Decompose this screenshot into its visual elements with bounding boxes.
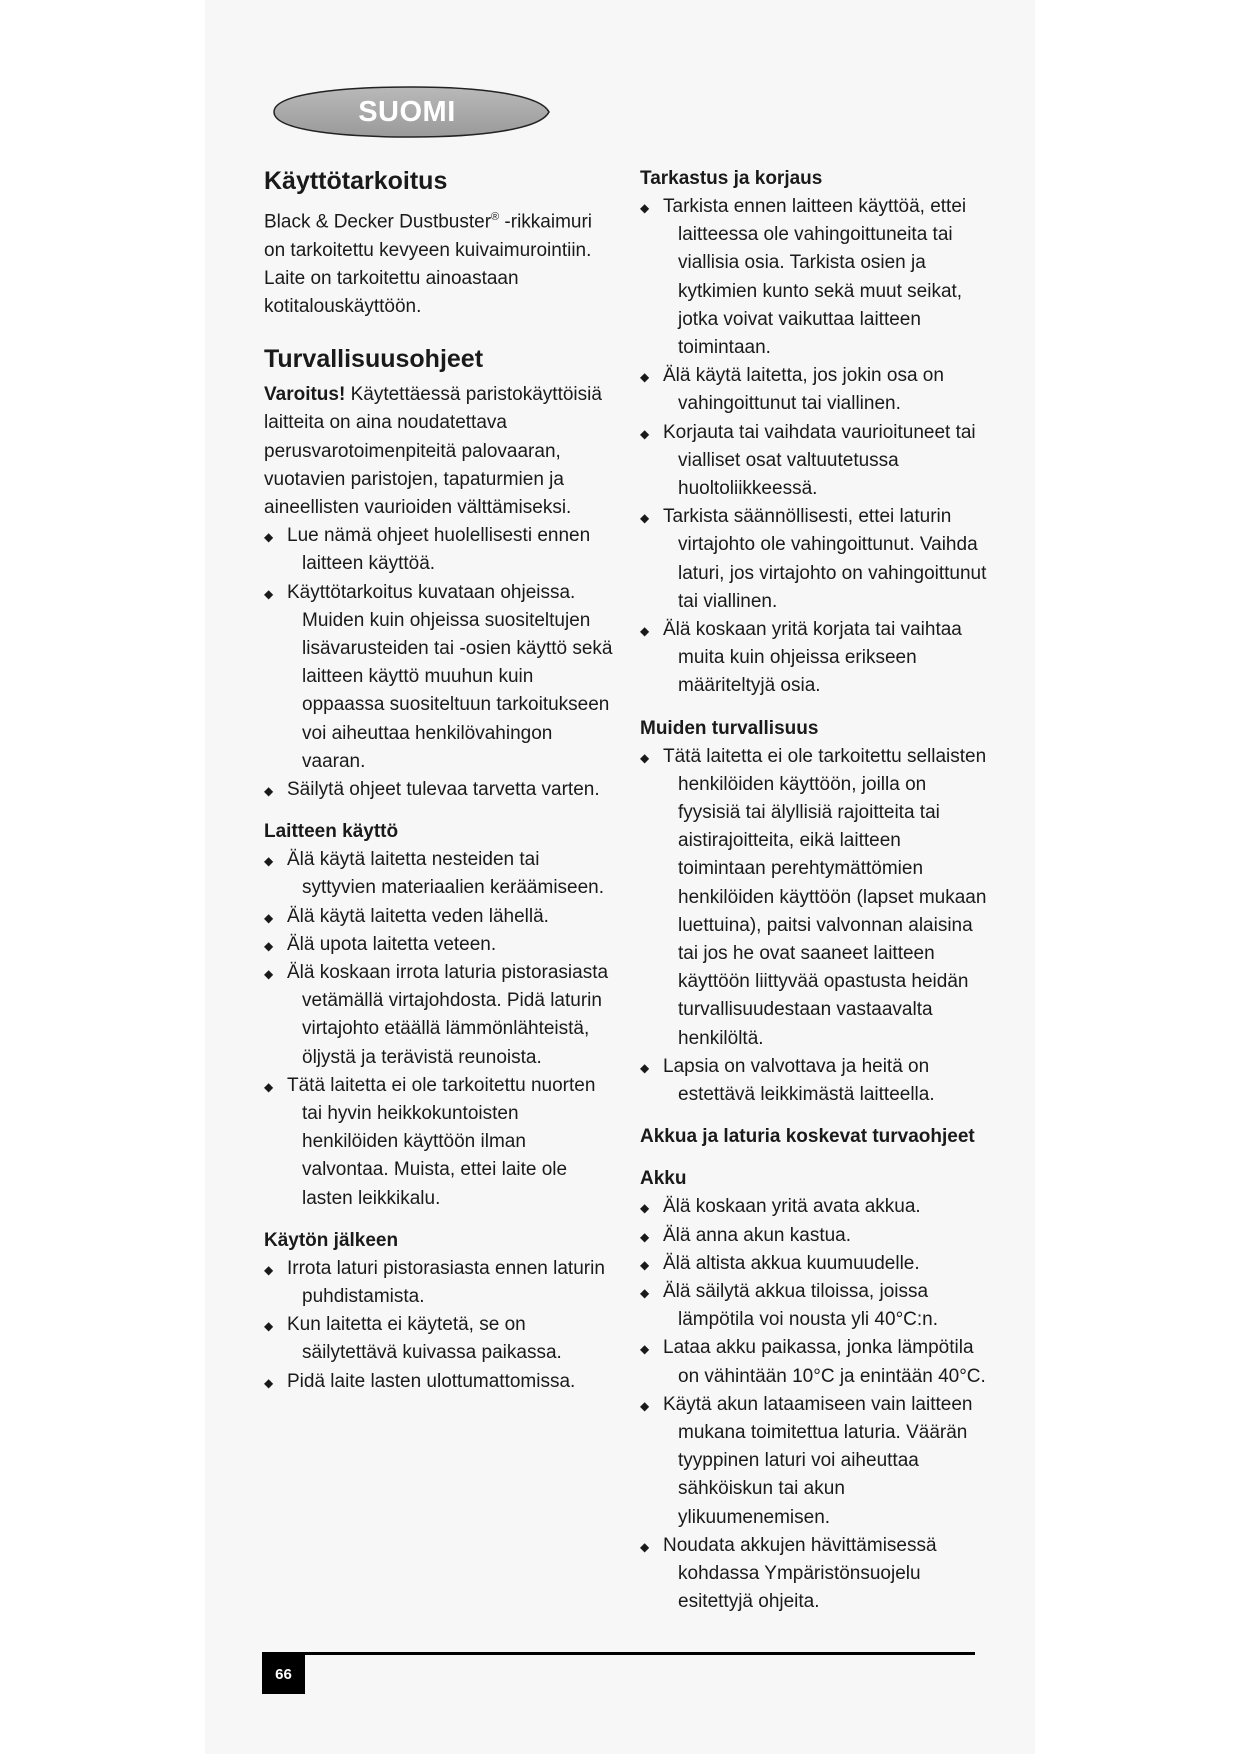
list-item-text: Noudata akkujen hävittämisessä kohdassa Ympäristönsuojelu esitettyjä ohjeita. (663, 1534, 937, 1613)
list-item-text: Pidä laite lasten ulottumattomissa. (287, 1370, 576, 1392)
warning-text: Käytettäessä paristokäyttöisiä laitteita on aina noudatettava perusvarotoimenpiteitä palovaaran, vuotavien paristojen, tapaturmien ja aineellisten vaurioiden välttämiseksi. (264, 384, 602, 518)
diamond-bullet-icon: ◆ (264, 910, 274, 925)
diamond-bullet-icon: ◆ (640, 511, 650, 526)
battery-list (640, 1193, 992, 1616)
list-item (264, 1255, 614, 1311)
registered-mark: ® (491, 211, 500, 223)
list-item-text: Käyttötarkoitus kuvataan ohjeissa. Muiden kuin ohjeissa suositeltujen lisävarusteiden tai -osien käyttö sekä laitteen käyttö muuhun kuin oppaassa suositeltuun tarkoitukseen voi aiheuttaa henkilövahingon vaaran. (287, 581, 613, 772)
list-item-text: Käytä akun lataamiseen vain laitteen mukana toimitettua laturia. Väärän tyyppinen laturi voi aiheuttaa sähköiskun tai akun ylikuumenemisen. (663, 1393, 973, 1528)
list-item (640, 362, 992, 418)
diamond-bullet-icon: ◆ (264, 938, 274, 953)
list-item (640, 1222, 992, 1250)
page-number: 66 (262, 1652, 305, 1694)
right-column (640, 165, 992, 1616)
diamond-bullet-icon: ◆ (640, 1539, 650, 1554)
diamond-bullet-icon: ◆ (264, 1375, 274, 1390)
list-item (640, 743, 992, 1053)
list-item (264, 579, 614, 776)
diamond-bullet-icon: ◆ (640, 1201, 650, 1216)
list-item (640, 1391, 992, 1532)
diamond-bullet-icon: ◆ (640, 624, 650, 639)
warning-label: Varoitus! (264, 384, 346, 406)
list-item-text: Tarkista säännöllisesti, ettei laturin virtajohto ole vahingoittunut. Vaihda laturi, jos virtajohto on vahingoittunut tai viallinen. (663, 506, 987, 612)
diamond-bullet-icon: ◆ (640, 1229, 650, 1244)
list-item-text: Älä upota laitetta veteen. (287, 933, 497, 955)
list-item-text: Irrota laturi pistorasiasta ennen laturin puhdistamista. (287, 1257, 605, 1308)
diamond-bullet-icon: ◆ (264, 854, 274, 869)
list-item-text: Älä käytä laitetta veden lähellä. (287, 905, 549, 927)
diamond-bullet-icon: ◆ (640, 426, 650, 441)
battery-charger-title: Akkua ja laturia koskevat turvaohjeet (640, 1126, 975, 1148)
list-item-text: Älä altista akkua kuumuudelle. (663, 1252, 920, 1274)
diamond-bullet-icon: ◆ (640, 1257, 650, 1272)
list-item-text: Älä anna akun kastua. (663, 1224, 852, 1246)
footer-rule (262, 1652, 975, 1655)
diamond-bullet-icon: ◆ (264, 1079, 274, 1094)
diamond-bullet-icon: ◆ (640, 201, 650, 215)
list-item-text: Säilytä ohjeet tulevaa tarvetta varten. (287, 778, 600, 800)
list-item-text: Älä koskaan irrota laturia pistorasiasta vetämällä virtajohdosta. Pidä laturin virtajohto etäällä lämmönlähteistä, öljystä ja terävistä reunoista. (287, 962, 609, 1068)
list-item-text: Lue nämä ohjeet huolellisesti ennen laitteen käyttöä. (287, 525, 591, 575)
diamond-bullet-icon: ◆ (264, 1262, 274, 1277)
diamond-bullet-icon: ◆ (640, 1285, 650, 1300)
list-item-text: Tarkista ennen laitteen käyttöä, ettei laitteessa ole vahingoittuneita tai viallisia osia. Tarkista osien ja kytkimien kunto sekä muut seikat, jotka voivat vaikuttaa laitteen toimintaan. (663, 196, 967, 359)
diamond-bullet-icon: ◆ (640, 370, 650, 385)
list-item-text: Kun laitetta ei käytetä, se on säilytettävä kuivassa paikassa. (287, 1314, 562, 1364)
diamond-bullet-icon: ◆ (264, 1319, 274, 1334)
diamond-bullet-icon: ◆ (264, 586, 274, 601)
safety-list (264, 522, 614, 804)
intended-use-text (264, 203, 614, 321)
after-use-title: Käytön jälkeen (264, 1229, 399, 1251)
diamond-bullet-icon: ◆ (640, 1342, 650, 1357)
list-item (264, 959, 614, 1072)
list-item (264, 846, 614, 902)
list-item (640, 1053, 992, 1109)
diamond-bullet-icon: ◆ (640, 1398, 650, 1413)
diamond-bullet-icon: ◆ (264, 530, 274, 545)
diamond-bullet-icon: ◆ (264, 783, 274, 798)
list-item-text: Lapsia on valvottava ja heitä on estettävä leikkimästä laitteella. (663, 1055, 935, 1106)
list-item-text: Älä koskaan yritä korjata tai vaihtaa muita kuin ohjeissa erikseen määriteltyjä osia. (663, 619, 962, 697)
others-safety-list (640, 743, 992, 1110)
others-safety-title: Muiden turvallisuus (640, 717, 819, 739)
list-item (640, 1250, 992, 1278)
list-item (264, 931, 614, 959)
list-item-text: Älä käytä laitetta, jos jokin osa on vahingoittunut tai viallinen. (663, 365, 944, 415)
list-item-text: Tätä laitetta ei ole tarkoitettu nuorten tai hyvin heikkokuntoisten henkilöiden käyttöön ilman valvontaa. Muista, ettei laite ole lasten leikkikalu. (287, 1074, 596, 1209)
list-item (640, 419, 992, 504)
list-item-text: Älä säilytä akkua tiloissa, joissa lämpötila voi nousta yli 40°C:n. (663, 1280, 939, 1331)
list-item (640, 193, 992, 362)
list-item (264, 1072, 614, 1213)
after-use-list (264, 1255, 614, 1396)
battery-title: Akku (640, 1168, 687, 1190)
list-item (640, 1193, 992, 1221)
diamond-bullet-icon: ◆ (264, 967, 274, 981)
list-item (640, 1334, 992, 1390)
inspection-list (640, 193, 992, 701)
language-badge (262, 84, 552, 140)
list-item-text: Tätä laitetta ei ole tarkoitettu sellaisten henkilöiden käyttöön, joilla on fyysisiä tai älyllisiä rajoitteita tai aistirajoitteita, eikä laitteen toimintaan perehtymättömien henkilöiden käyttöön (lapset mukaan luettuina), paitsi valvonnan alaisina tai jos he ovat saaneet laitteen käyttöön liittyvää opastusta heidän turvallisuudestaan vastaavalta henkilöltä. (663, 745, 987, 1049)
left-column (264, 165, 614, 1396)
list-item (264, 776, 614, 804)
list-item-text: Älä käytä laitetta nesteiden tai syttyvien materiaalien keräämiseen. (287, 849, 605, 899)
list-item-text: Älä koskaan yritä avata akkua. (663, 1196, 921, 1218)
use-title: Laitteen käyttö (264, 821, 399, 843)
list-item (640, 1532, 992, 1617)
list-item-text: Korjauta tai vaihdata vaurioituneet tai vialliset osat valtuutetussa huoltoliikkeessä. (663, 421, 976, 500)
diamond-bullet-icon: ◆ (640, 1060, 650, 1075)
list-item (640, 1278, 992, 1334)
language-label: SUOMI (358, 96, 456, 128)
list-item-text: Lataa akku paikassa, jonka lämpötila on vähintään 10°C ja enintään 40°C. (663, 1337, 986, 1387)
use-list (264, 846, 614, 1213)
list-item (264, 522, 614, 578)
list-item (264, 1368, 614, 1396)
intended-use-text-start: Black & Decker Dustbuster (264, 211, 492, 233)
list-item (640, 616, 992, 701)
intended-use-text-end: -rikkaimuri on tarkoitettu kevyeen kuivaimurointiin. Laite on tarkoitettu ainoastaan kotitalouskäyttöön. (264, 211, 593, 317)
list-item (264, 1311, 614, 1367)
intended-use-title: Käyttötarkoitus (264, 167, 448, 195)
diamond-bullet-icon: ◆ (640, 750, 650, 765)
safety-warning (264, 381, 614, 522)
list-item (640, 503, 992, 616)
safety-title: Turvallisuusohjeet (264, 345, 484, 374)
inspection-title: Tarkastus ja korjaus (640, 168, 823, 189)
list-item (264, 903, 614, 931)
